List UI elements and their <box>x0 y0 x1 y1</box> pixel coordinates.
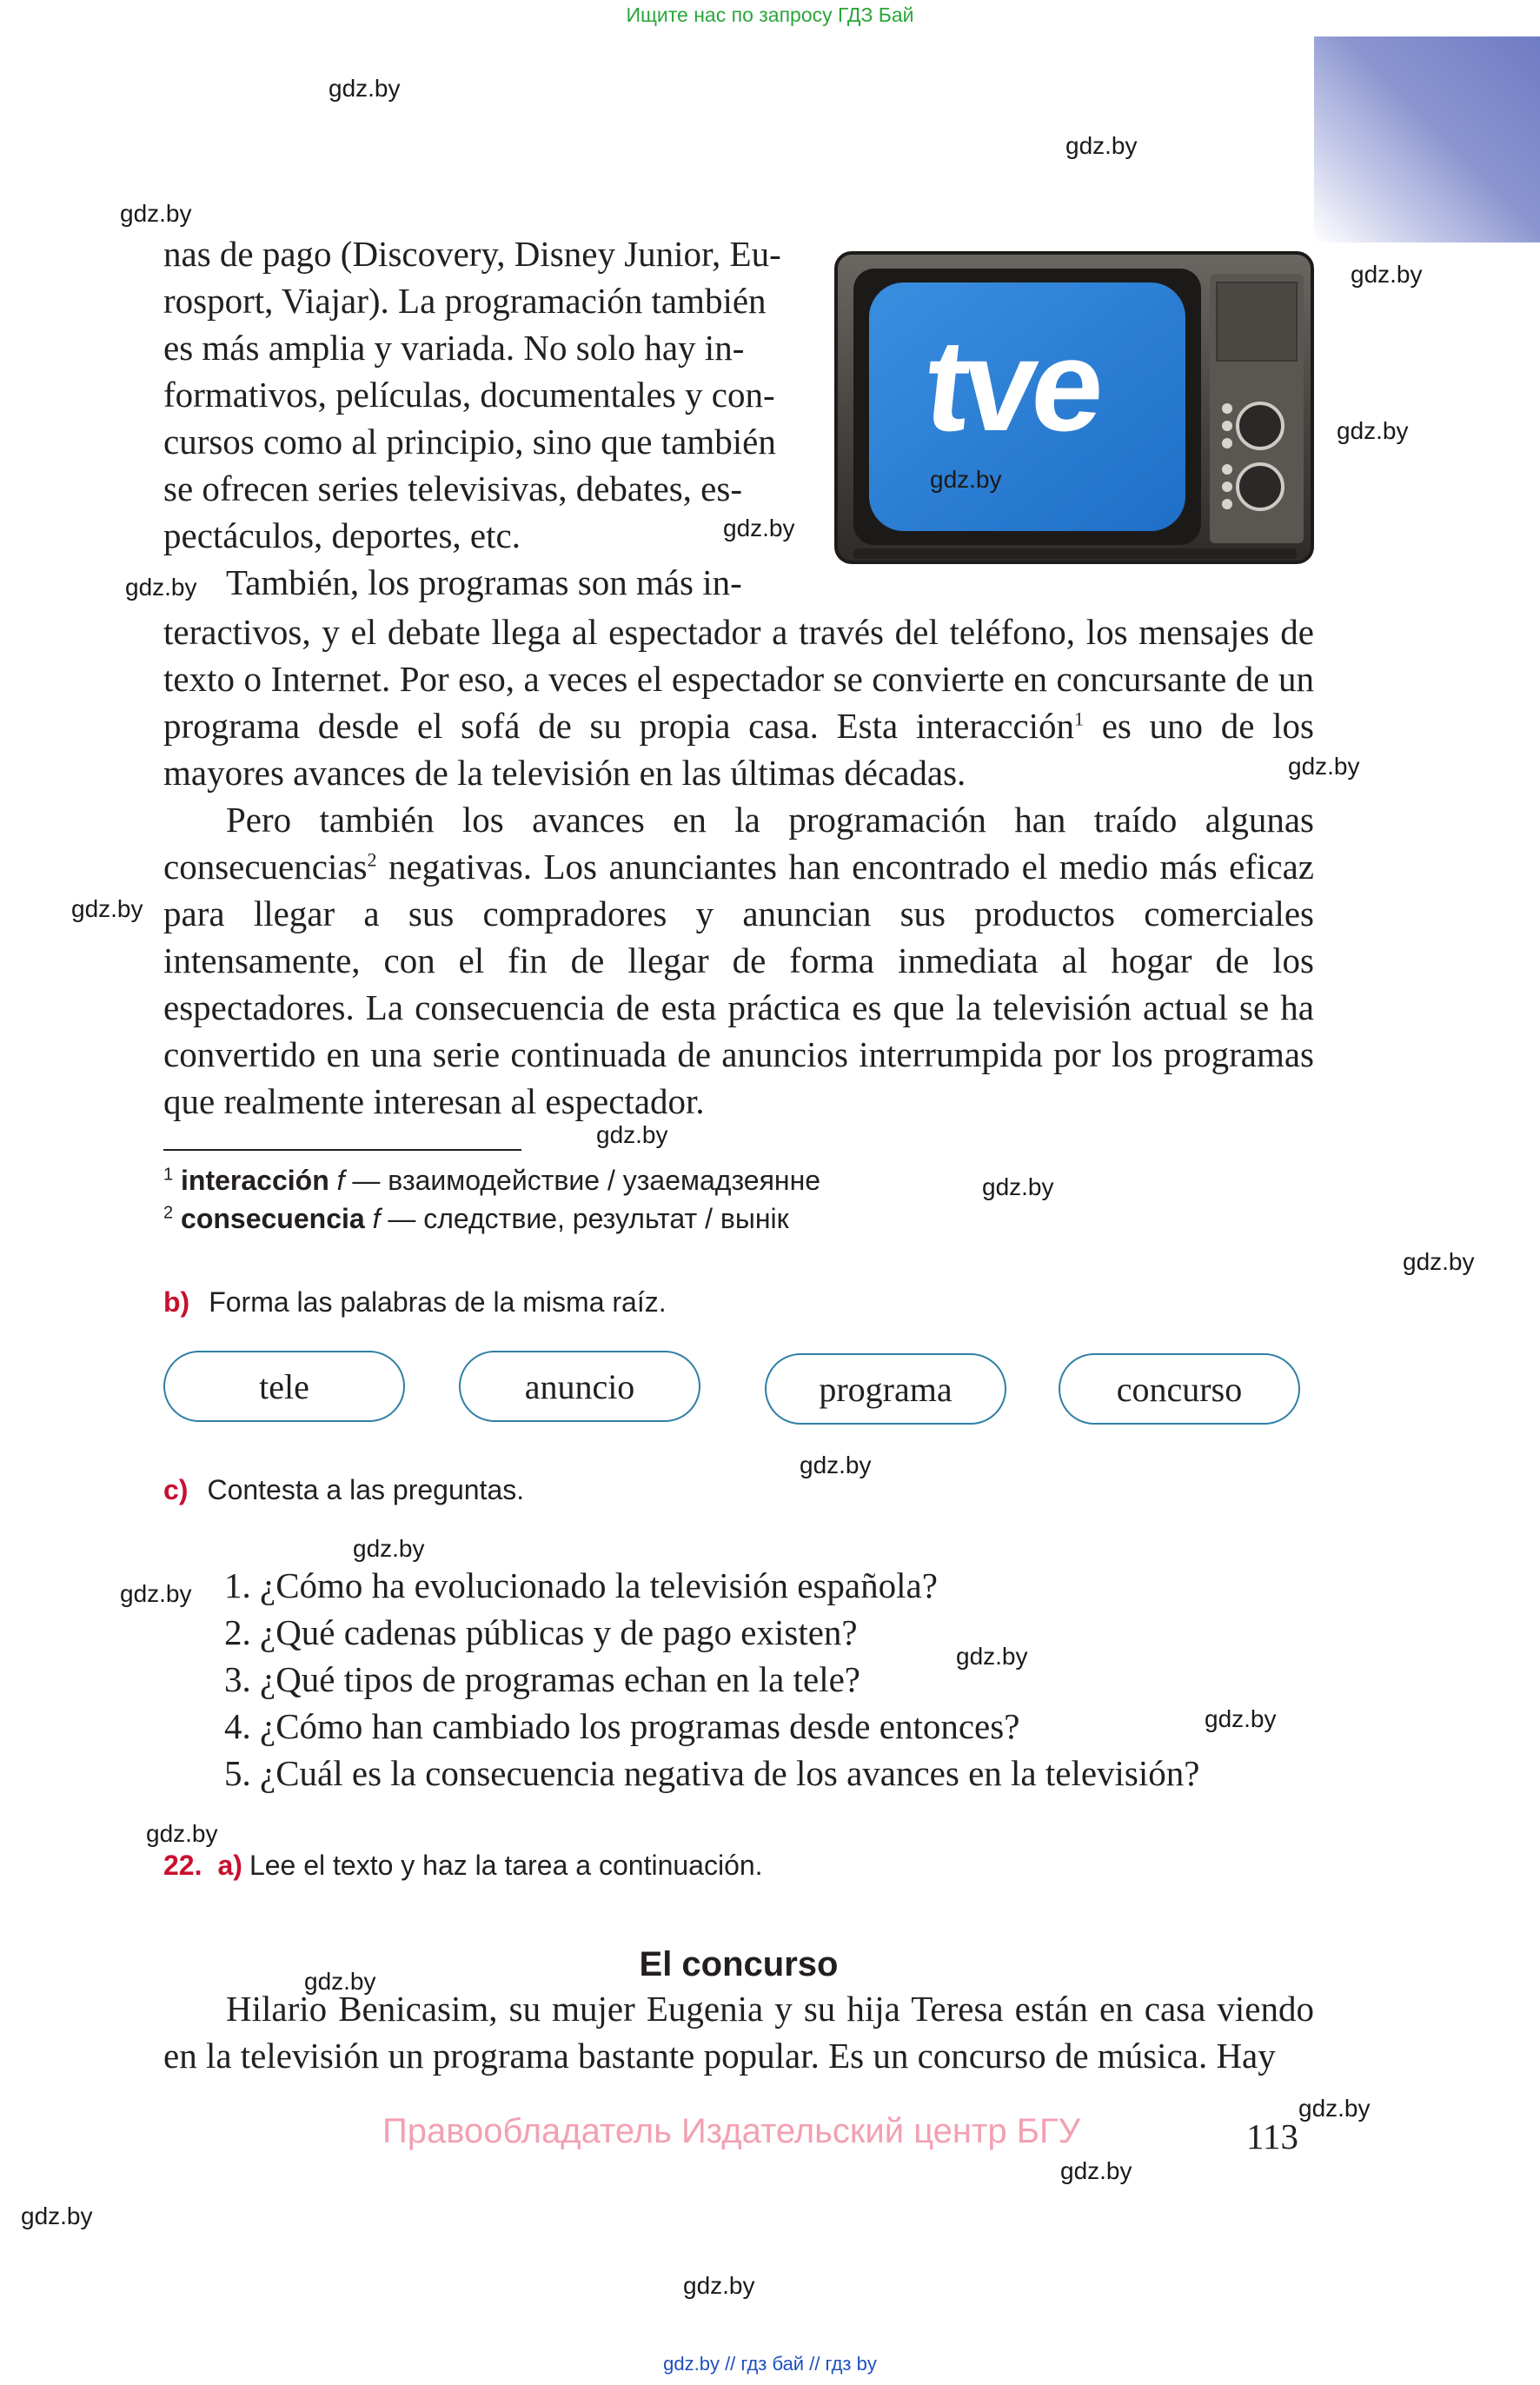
footnote-marker-1: 1 <box>1074 708 1085 730</box>
watermark: gdz.by <box>1337 417 1409 444</box>
paragraph-2: teractivos, y el debate llega al espectador a través del teléfono, los mensajes de texto o Internet. Por eso, a veces el espectador se convierte en concursante de un programa desde el sofá de su propia casa. Esta interacción$^1$ es uno de los mayores avances de la televisión en las últimas décadas. <box>163 612 1314 793</box>
watermark: gdz.by <box>1205 1705 1277 1732</box>
word-concurso: concurso <box>1059 1353 1300 1425</box>
paragraph-3: Pero también los avances en la programación han traído algunas consecuencias$^2$ negativas. Los anunciantes han encontrado el medio más eficaz para llegar a sus compradores y anuncian sus productos comerciales intensamente, con el fin de llegar de forma inmediata al hogar de los espectadores. La consecuencia de esta práctica es que la televisión actual se ha convertido en una serie continuada de anuncios interrumpida por los programas que realmente interesan al espectador. <box>163 800 1314 1121</box>
watermark: gdz.by <box>956 1643 1028 1670</box>
watermark: gdz.by <box>353 1535 425 1562</box>
text-line: También, los programas son más in- <box>226 562 742 602</box>
tv-logo: tve <box>919 312 1107 458</box>
watermark: gdz.by <box>982 1173 1054 1200</box>
footnote-2: $^2$ consecuencia f — следствие, результат / вынік <box>163 1203 789 1234</box>
question-1: 1. ¿Cómo ha evolucionado la televisión española? <box>224 1565 938 1605</box>
tv-speaker-grille <box>1217 282 1297 361</box>
story-paragraph: Hilario Benicasim, su mujer Eugenia y su hija Teresa están en casa viendo en la televisión un programa bastante popular. Es un concurso de música. Hay <box>163 1989 1314 2076</box>
text-line: se ofrecen series televisivas, debates, es- <box>163 468 742 508</box>
tv-dial-bottom <box>1238 464 1283 509</box>
watermark: gdz.by <box>304 1968 376 1995</box>
watermark: gdz.by <box>71 895 143 922</box>
text-line: pectáculos, deportes, etc. <box>163 515 521 555</box>
question-4: 4. ¿Cómo han cambiado los programas desde entonces? <box>224 1706 1020 1746</box>
text-line: nas de pago (Discovery, Disney Junior, Eu- <box>163 234 781 274</box>
watermark: gdz.by <box>1060 2157 1132 2184</box>
tv-illustration <box>834 248 1314 568</box>
watermark: gdz.by <box>21 2202 93 2229</box>
text-line: rosport, Viajar). La programación también <box>163 281 767 321</box>
watermark: gdz.by <box>1288 753 1360 780</box>
watermark: gdz.by <box>596 1121 668 1148</box>
question-2: 2. ¿Qué cadenas públicas y de pago existen? <box>224 1612 858 1652</box>
story-title: El concurso <box>639 1945 839 1983</box>
footnote-marker-2: 2 <box>367 848 377 871</box>
question-3: 3. ¿Qué tipos de programas echan en la tele? <box>224 1659 860 1699</box>
watermark: gdz.by <box>146 1820 218 1847</box>
question-5: 5. ¿Cuál es la consecuencia negativa de los avances en la televisión? <box>224 1753 1200 1793</box>
watermark: gdz.by <box>1403 1248 1475 1275</box>
text-line: cursos como al principio, sino que también <box>163 422 776 462</box>
watermark: gdz.by <box>723 515 795 541</box>
watermark: gdz.by <box>120 200 192 227</box>
exercise-22: 22. a) Lee el texto y haz la tarea a continuación. <box>163 1850 763 1881</box>
watermark: gdz.by <box>930 466 1002 493</box>
watermark: gdz.by <box>683 2272 755 2299</box>
watermark: gdz.by <box>329 75 401 102</box>
watermark: gdz.by <box>1298 2095 1371 2122</box>
watermark: gdz.by <box>125 574 197 601</box>
text-line: es más amplia y variada. No solo hay in- <box>163 328 745 368</box>
footnote-1: $^1$ interacción f — взаимодействие / узаемадзеянне <box>163 1165 821 1196</box>
task-b: b) Forma las palabras de la misma raíz. <box>163 1286 667 1318</box>
copyright-notice: Правообладатель Издательский центр БГУ <box>382 2112 1081 2150</box>
watermark: gdz.by <box>1351 261 1423 288</box>
tv-dial-top <box>1238 403 1283 448</box>
footnote-divider <box>163 1149 521 1151</box>
watermark: gdz.by <box>1065 132 1138 159</box>
watermark: gdz.by <box>120 1580 192 1607</box>
top-banner: Ищите нас по запросу ГДЗ Бай <box>626 3 914 26</box>
bottom-banner: gdz.by // гдз бай // гдз by <box>663 2353 877 2375</box>
text-line: formativos, películas, documentales y con- <box>163 375 775 415</box>
word-anuncio: anuncio <box>459 1351 700 1422</box>
word-tele: tele <box>163 1351 405 1422</box>
watermark: gdz.by <box>800 1452 872 1478</box>
word-programa: programa <box>765 1353 1006 1425</box>
task-c: c) Contesta a las preguntas. <box>163 1474 525 1505</box>
corner-decoration <box>1314 37 1540 242</box>
page-number: 113 <box>1246 2116 1298 2156</box>
